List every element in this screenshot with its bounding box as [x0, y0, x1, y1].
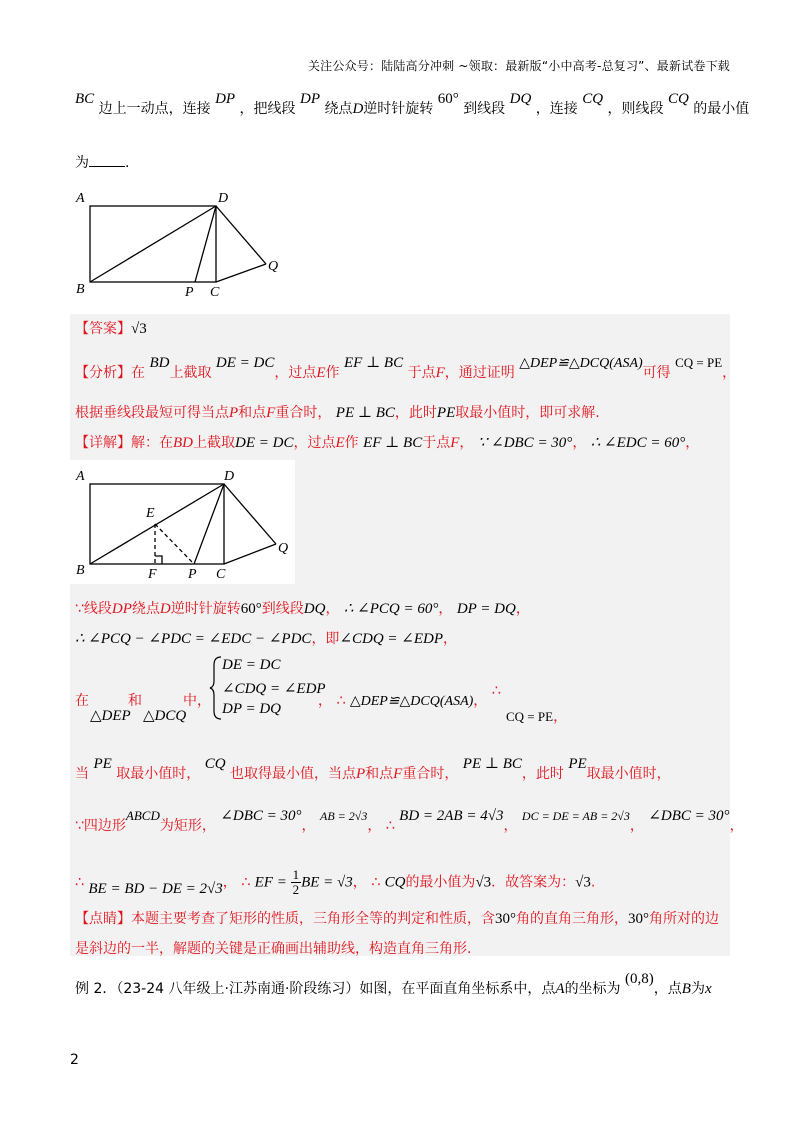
system-eq-3	[222, 701, 281, 718]
analysis-label: 【分析】	[75, 365, 131, 381]
math-PE: PE	[436, 405, 456, 421]
math-CQ: CQ	[384, 874, 406, 891]
math-BD: BD = 2AB = 4√3	[399, 808, 504, 824]
math-angle-DBC: ∠DBC = 30°	[648, 808, 730, 824]
math-CQ: CQ	[582, 91, 604, 107]
text: 重合时，	[275, 405, 332, 421]
math-30deg: 30°	[495, 911, 516, 927]
step-1	[75, 598, 530, 618]
math-P: P	[229, 405, 239, 421]
text: ∵线段	[75, 601, 112, 617]
text: 解：在	[131, 435, 173, 451]
fraction-numerator: 1	[292, 867, 300, 882]
math-fraction-half	[291, 868, 302, 897]
text: ，点	[653, 981, 682, 997]
example-2	[75, 971, 712, 998]
label-Q: Q	[278, 541, 289, 556]
math-B: B	[681, 981, 691, 997]
text: ，	[515, 601, 530, 617]
text: 当	[75, 766, 89, 782]
math-E: E	[335, 435, 345, 451]
text: 到线段	[261, 601, 304, 617]
text: 作	[344, 435, 359, 451]
text: .	[590, 874, 596, 891]
comment-label: 【点睛】	[75, 911, 131, 927]
text: 也取得最小值，当点	[229, 766, 356, 782]
text: ，通过证明	[444, 365, 515, 381]
text: .	[125, 155, 130, 171]
text: ，	[629, 818, 644, 834]
text: 角的直角三角形，	[516, 911, 628, 927]
math-CQ: CQ	[204, 756, 226, 772]
text: 逆时针旋转	[170, 601, 241, 617]
text: 在	[75, 693, 89, 709]
math-CQ-PE: CQ = PE	[506, 709, 554, 724]
label-C: C	[210, 285, 220, 298]
text: 为	[690, 981, 705, 997]
math-60deg: 60°	[240, 601, 262, 617]
text: 作	[325, 365, 340, 381]
text: 到线段	[463, 101, 506, 117]
math-DC-DE-AB: DC = DE = AB = 2√3	[521, 809, 630, 823]
math-congruence: △DEP≌△DCQ(ASA)	[519, 356, 643, 371]
math-point-0-8: (0,8)	[625, 971, 654, 987]
text: 和点	[365, 766, 394, 782]
text: ，过点	[274, 365, 317, 381]
step-3-triangle-DCQ	[143, 706, 186, 725]
text: 根据垂线段最短可得当点	[75, 405, 229, 421]
math-sqrt3: √3	[575, 874, 591, 891]
math-PE: PE	[568, 756, 587, 772]
math-x: x	[704, 981, 712, 997]
math-ABCD: ABCD	[125, 808, 160, 823]
math-triangle-DCQ: △DCQ	[143, 708, 187, 724]
page-header: 关注公众号：陆陆高分冲刺 ~领取：最新版“小中高考-总复习”、最新试卷下载	[307, 59, 730, 73]
math-F: F	[393, 766, 403, 782]
therefore-symbol: ∴	[385, 818, 395, 834]
text: 的坐标为	[564, 981, 621, 997]
math-BD: BD	[149, 355, 170, 371]
math-BC: BC	[75, 91, 95, 107]
text: ，	[459, 435, 474, 451]
math-DE-DC: DE = DC	[222, 657, 281, 673]
text: ，过点	[293, 435, 336, 451]
text: ，连接	[535, 101, 578, 117]
math-angle-DBC: ∠DBC = 30°	[220, 808, 302, 824]
text: ，则线段	[607, 101, 664, 117]
problem-line-1	[75, 91, 750, 118]
text: 取最小值时，即可求解.	[455, 405, 600, 421]
label-C: C	[216, 567, 226, 582]
step-3-CQ-PE	[506, 706, 567, 726]
text: 取最小值时，	[586, 766, 671, 782]
math-CQ-PE: CQ = PE	[675, 355, 723, 370]
text: 边上一动点，连接	[98, 101, 211, 117]
math-BE-sqrt3: BE = √3	[301, 874, 353, 891]
text: ，	[553, 709, 568, 725]
system-eq-2	[222, 679, 326, 698]
math-BD: BD	[173, 435, 193, 451]
text: ，	[722, 365, 737, 381]
text: ，	[325, 601, 340, 617]
math-A: A	[555, 981, 565, 997]
figure-rectangle-2	[70, 460, 295, 584]
text: 和点	[238, 405, 267, 421]
text: ∵四边形	[75, 818, 126, 834]
math-E: E	[316, 365, 326, 381]
label-P: P	[188, 567, 197, 582]
text: 的最小值	[693, 101, 750, 117]
step-3-conclusion	[318, 683, 501, 710]
label-E: E	[146, 506, 155, 521]
system-eq-1	[222, 657, 280, 674]
text: ，把线段	[239, 101, 296, 117]
text: ，	[572, 435, 587, 451]
problem-line-2	[75, 152, 129, 172]
text: ，	[367, 818, 382, 834]
math-angle-difference: ∴ ∠PCQ − ∠PDC = ∠EDC − ∠PDC	[75, 631, 312, 647]
math-PE-perp-BC: PE ⊥ BC	[335, 405, 395, 421]
math-angle-PCQ: ∴ ∠PCQ = 60°	[343, 601, 439, 617]
text: ．故答案为：	[491, 874, 576, 891]
step-2	[75, 628, 457, 648]
text: 是斜边的一半，解题的关键是正确画出辅助线，构造直角三角形.	[75, 941, 472, 957]
math-DE-DC: DE = DC	[235, 435, 294, 451]
detail-line-1	[75, 432, 699, 452]
label-A: A	[76, 469, 85, 484]
text: 上截取	[193, 435, 235, 451]
math-DQ: DQ	[303, 601, 326, 617]
math-EF-perp-BC: EF ⊥ BC	[363, 435, 423, 451]
step-3-triangle-DEP	[90, 706, 131, 725]
math-sqrt3: √3	[475, 874, 492, 891]
text: 本题主要考查了矩形的性质，三角形全等的判定和性质，含	[131, 911, 495, 927]
math-DP-DQ: DP = DQ	[222, 701, 282, 717]
therefore-symbol: ∴	[491, 683, 501, 699]
math-PE-perp-BC: PE ⊥ BC	[462, 756, 522, 772]
text: 逆时针旋转	[363, 101, 434, 117]
text: 于点	[407, 365, 436, 381]
math-congruence: △DEP≌△DCQ(ASA)	[349, 694, 474, 709]
text: 为	[75, 155, 89, 171]
analysis-line-1	[75, 355, 737, 382]
label-B: B	[76, 563, 85, 578]
text: 中，	[183, 693, 211, 709]
text: 例 2．（23-24 八年级上·江苏南通·阶段练习）如图，在平面直角坐标系中，点	[75, 981, 556, 997]
text: 的最小值为	[405, 874, 476, 891]
math-DP: DP	[215, 91, 236, 107]
label-F: F	[148, 567, 157, 582]
math-F: F	[450, 435, 460, 451]
text: 绕点	[324, 101, 353, 117]
page-number: 2	[70, 1052, 79, 1068]
math-AB: AB = 2√3	[319, 809, 368, 823]
text: ，	[318, 693, 332, 709]
text: 于点	[422, 435, 451, 451]
math-CQ: CQ	[667, 91, 689, 107]
answer-blank	[89, 154, 125, 167]
text: 绕点	[131, 601, 160, 617]
math-DQ: DQ	[509, 91, 532, 107]
text: 为矩形，	[159, 818, 216, 834]
analysis-line-2	[75, 402, 600, 422]
text: ，	[729, 818, 744, 834]
step-5	[75, 808, 744, 835]
label-P: P	[185, 285, 194, 298]
math-DP: DP	[299, 91, 320, 107]
math-DE-DC: DE = DC	[215, 355, 275, 371]
text: ，	[301, 818, 316, 834]
text: 可得	[642, 365, 671, 381]
text: 上截取	[169, 365, 212, 381]
math-F: F	[266, 405, 276, 421]
text: ，	[503, 818, 518, 834]
math-triangle-DEP: △DEP	[90, 708, 131, 724]
math-60deg: 60°	[437, 91, 459, 107]
step-3-and	[128, 690, 142, 710]
fraction-denominator: 2	[292, 882, 300, 897]
math-PE: PE	[93, 756, 112, 772]
text: ，	[222, 874, 237, 891]
label-Q: Q	[268, 259, 279, 274]
therefore-symbol: ∴	[241, 874, 251, 891]
math-angle-DBC: ∵ ∠DBC = 30°	[477, 435, 573, 451]
math-F: F	[435, 365, 445, 381]
text: ，	[473, 693, 488, 709]
step-3-in	[183, 690, 211, 710]
math-D: D	[352, 101, 364, 117]
comment-line-1	[75, 908, 719, 928]
therefore-symbol: ∴	[371, 874, 381, 891]
math-EF-perp-BC: EF ⊥ BC	[344, 355, 404, 371]
comment-line-2	[75, 938, 471, 958]
step-4	[75, 756, 671, 783]
therefore-symbol: ∴	[75, 874, 84, 891]
step-3-prefix	[75, 690, 89, 710]
label-A: A	[76, 191, 85, 206]
answer-line	[75, 318, 147, 338]
math-30deg: 30°	[628, 911, 649, 927]
text: ，即	[311, 631, 340, 647]
math-D: D	[159, 601, 171, 617]
math-DP: DP	[111, 601, 132, 617]
math-BE: BE = BD − DE = 2√3	[88, 880, 223, 897]
label-D: D	[218, 191, 229, 206]
detail-label: 【详解】	[75, 435, 131, 451]
answer-label: 【答案】	[75, 321, 131, 337]
text: ，	[443, 631, 458, 647]
text: 在	[131, 365, 145, 381]
text: 和	[128, 693, 142, 709]
text: 角所对的边	[649, 911, 719, 927]
math-angle-CDQ-EDP: ∠CDQ = ∠EDP	[339, 631, 444, 647]
label-B: B	[76, 282, 85, 297]
math-angle-EDC: ∴ ∠EDC = 60°	[590, 435, 686, 451]
text: ，	[352, 874, 367, 891]
answer-value: √3	[131, 321, 147, 337]
system-brace	[209, 655, 223, 721]
text: ，此时	[521, 766, 564, 782]
label-D: D	[224, 469, 235, 484]
text: ，	[438, 601, 453, 617]
text: ，	[685, 435, 700, 451]
math-P: P	[355, 766, 366, 782]
text: 重合时，	[402, 766, 459, 782]
math-EF: EF =	[254, 874, 291, 891]
math-DP-DQ: DP = DQ	[456, 601, 516, 617]
step-6	[75, 868, 595, 897]
therefore-symbol: ∴	[336, 693, 346, 709]
figure-rectangle-1	[70, 186, 300, 298]
math-angle-CDQ-EDP: ∠CDQ = ∠EDP	[222, 681, 326, 697]
text: 取最小值时，	[116, 766, 201, 782]
text: ，此时	[394, 405, 437, 421]
